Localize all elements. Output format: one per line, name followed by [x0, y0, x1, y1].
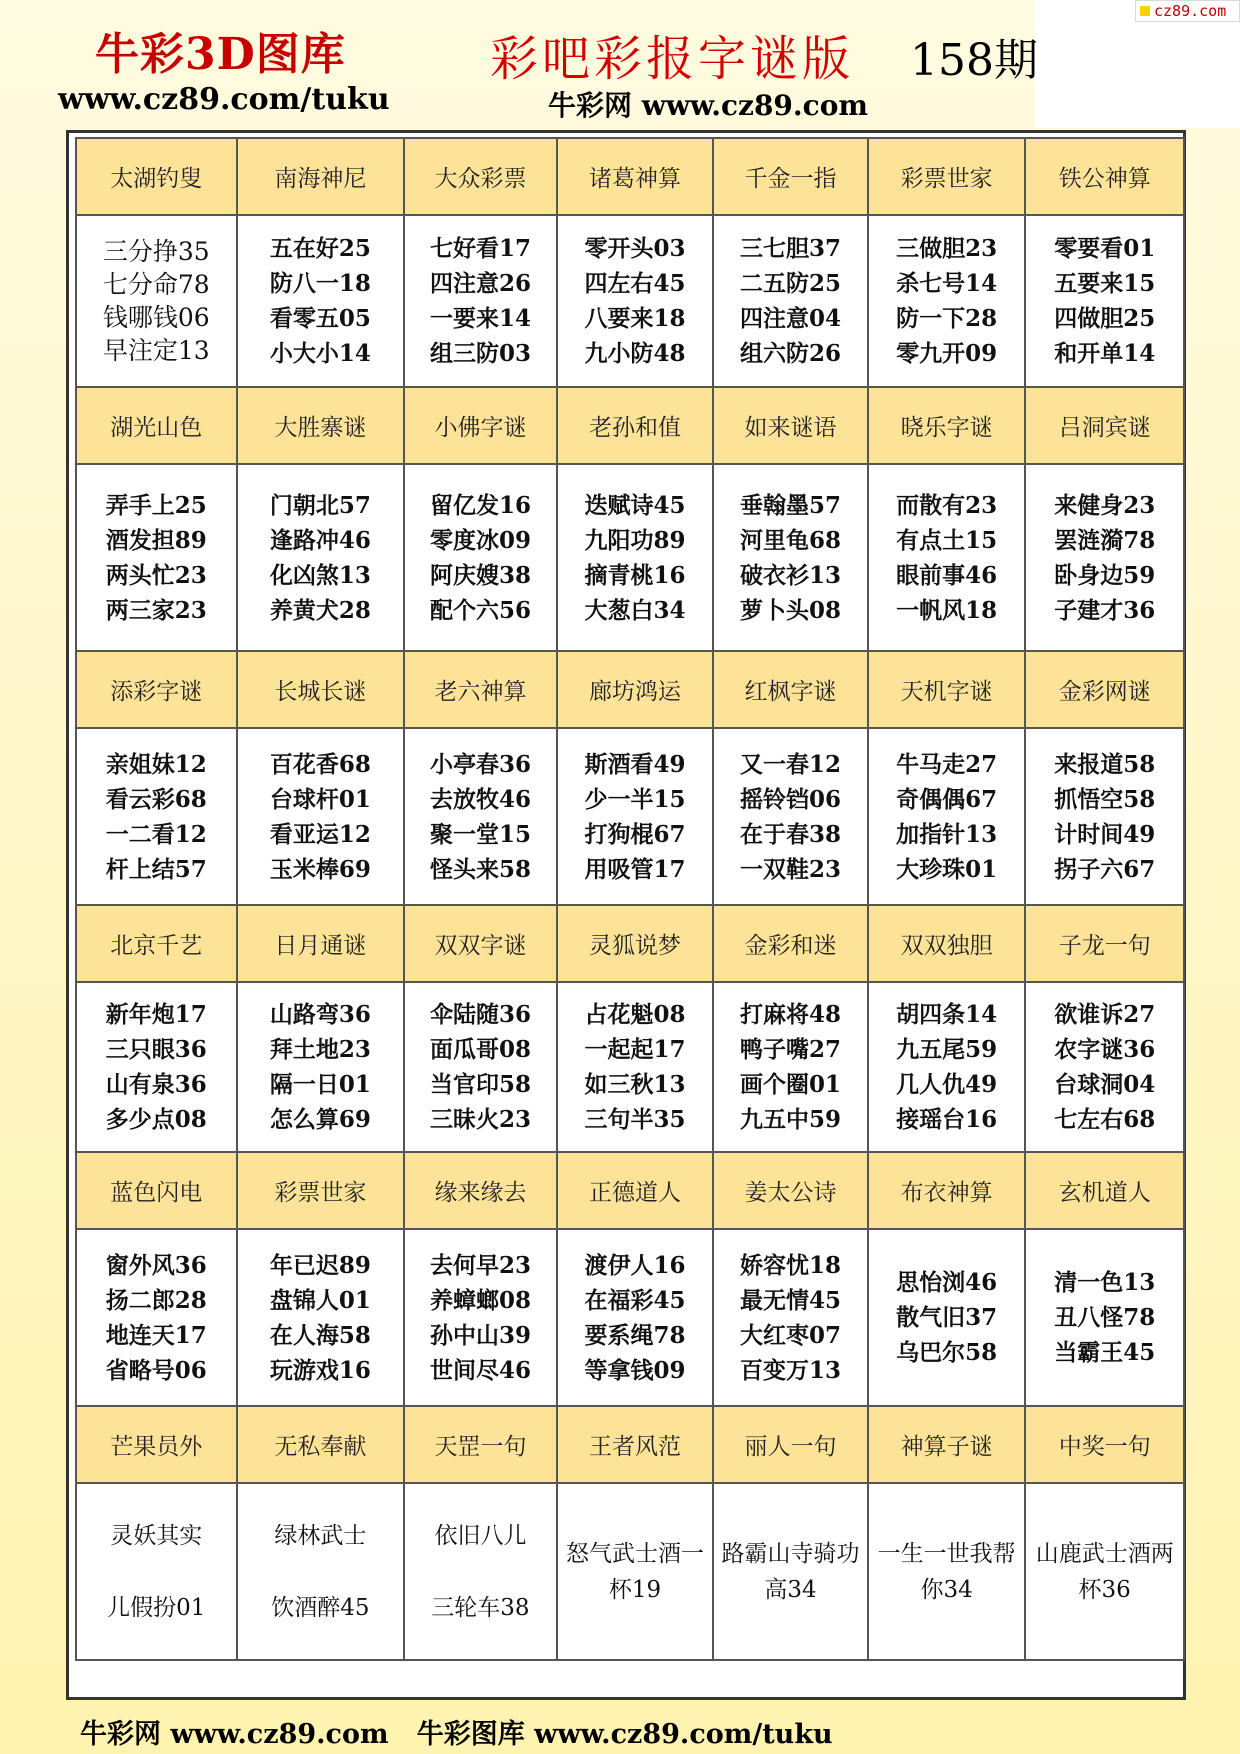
- riddle-line: 打麻将48: [740, 1001, 842, 1028]
- riddle-line: 四做胆25: [1054, 305, 1156, 332]
- column-header: 湖光山色: [76, 387, 237, 464]
- riddle-line: 九五中59: [740, 1106, 842, 1133]
- riddle-line: 三轮车38: [431, 1594, 530, 1621]
- column-header: 晓乐字谜: [868, 387, 1026, 464]
- riddle-line: 二五防25: [740, 270, 842, 297]
- riddle-cell: [557, 982, 714, 1152]
- riddle-line: 地连天17: [105, 1321, 207, 1349]
- riddle-cell: [868, 1483, 1026, 1660]
- riddle-line: 省略号06: [105, 1356, 207, 1384]
- riddle-line: 玉米棒69: [269, 855, 371, 883]
- riddle-line: 丑八怪78: [1054, 1304, 1156, 1331]
- riddle-cell: [868, 1229, 1026, 1406]
- riddle-line: 渡伊人16: [584, 1251, 686, 1279]
- riddle-line: 路霸山寺骑功: [721, 1540, 860, 1567]
- column-header: 玄机道人: [1025, 1152, 1184, 1229]
- riddle-line: 九小防48: [584, 340, 686, 367]
- column-header: 无私奉献: [237, 1406, 405, 1483]
- column-header: 长城长谜: [237, 651, 405, 728]
- riddle-line: 等拿钱09: [584, 1356, 686, 1384]
- riddle-cell: [76, 982, 237, 1152]
- riddle-line: 扬二郎28: [105, 1286, 207, 1314]
- riddle-line: 世间尽46: [429, 1356, 531, 1384]
- riddle-cell: [557, 1229, 714, 1406]
- riddle-line: 九五尾59: [896, 1036, 998, 1063]
- riddle-line: 亲姐妹12: [105, 750, 207, 778]
- riddle-line: 零度冰09: [429, 526, 531, 554]
- riddle-cell: [557, 728, 714, 905]
- riddle-line: 三七胆37: [740, 235, 842, 262]
- riddle-line: 当官印58: [429, 1071, 531, 1098]
- riddle-line: 牛马走27: [896, 750, 998, 778]
- riddle-line: 思怡浏46: [896, 1269, 998, 1296]
- riddle-line: 农字谜36: [1054, 1036, 1156, 1063]
- riddle-line: 斯酒看49: [584, 750, 686, 778]
- riddle-line: 画个圈01: [740, 1071, 842, 1098]
- riddle-line: 欲谁诉27: [1054, 1001, 1156, 1028]
- riddle-line: 散气旧37: [896, 1304, 998, 1331]
- column-header: 神算子谜: [868, 1406, 1026, 1483]
- column-header: 缘来缘去: [404, 1152, 557, 1229]
- riddle-line: 一要来14: [429, 305, 531, 332]
- riddle-line: 配个六56: [429, 596, 531, 624]
- riddle-line: 杯36: [1078, 1576, 1131, 1603]
- column-header: 中奖一句: [1025, 1406, 1184, 1483]
- riddle-line: 四左右45: [584, 270, 686, 297]
- riddle-line: 大红枣07: [740, 1321, 842, 1349]
- riddle-line: 拐子六67: [1054, 855, 1156, 883]
- column-header: 大众彩票: [404, 138, 557, 215]
- riddle-line: 鸭子嘴27: [740, 1036, 842, 1063]
- riddle-line: 胡四条14: [896, 1001, 998, 1028]
- riddle-line: 饮酒醉45: [271, 1594, 370, 1621]
- riddle-line: 罢涟漪78: [1054, 526, 1156, 554]
- riddle-line: 三句半35: [584, 1106, 686, 1133]
- riddle-line: 儿假扮01: [107, 1594, 206, 1621]
- riddle-cell: [868, 215, 1026, 387]
- riddle-line: 摘青桃16: [584, 561, 686, 589]
- riddle-line: 小大小14: [269, 340, 371, 367]
- column-header: 铁公神算: [1025, 138, 1184, 215]
- riddle-line: 在于春38: [740, 820, 842, 848]
- riddle-cell: [1025, 1483, 1184, 1660]
- riddle-line: 台球洞04: [1054, 1071, 1156, 1098]
- riddle-line: 隔一日01: [269, 1071, 371, 1098]
- riddle-cell: [404, 1229, 557, 1406]
- riddle-cell: [557, 464, 714, 651]
- column-header: 金彩和迷: [713, 905, 868, 982]
- riddle-line: 而散有23: [896, 491, 998, 519]
- watermark-text: cz89.com: [1154, 2, 1227, 20]
- riddle-line: 一生一世我帮: [877, 1540, 1016, 1567]
- riddle-line: 孙中山39: [429, 1321, 531, 1349]
- header-row: [76, 1152, 1184, 1229]
- riddle-line: 加指针13: [896, 820, 998, 848]
- riddle-line: 九阳功89: [584, 526, 686, 554]
- riddle-line: 门朝北57: [269, 491, 371, 519]
- riddle-line: 杀七号14: [896, 270, 998, 297]
- riddle-cell: [1025, 1229, 1184, 1406]
- riddle-cell: [1025, 464, 1184, 651]
- riddle-line: 盘锦人01: [269, 1286, 371, 1314]
- riddle-line: 眼前事46: [896, 561, 998, 589]
- riddle-line: 乌巴尔58: [896, 1339, 998, 1366]
- riddle-line: 垂翰墨57: [740, 491, 842, 519]
- riddle-line: 一起起17: [584, 1036, 686, 1063]
- riddle-line: 玩游戏16: [269, 1356, 371, 1384]
- column-header: 千金一指: [713, 138, 868, 215]
- riddle-line: 又一春12: [740, 750, 842, 778]
- riddle-cell: [404, 215, 557, 387]
- table-row: [76, 728, 1184, 905]
- header-row: [76, 387, 1184, 464]
- watermark-badge: [1135, 0, 1240, 22]
- column-header: 诸葛神算: [557, 138, 714, 215]
- riddle-line: 在福彩45: [584, 1286, 686, 1314]
- riddle-table: [75, 137, 1185, 1661]
- column-header: 王者风范: [557, 1406, 714, 1483]
- riddle-cell: [404, 464, 557, 651]
- riddle-cell: [404, 1483, 557, 1660]
- riddle-cell: [868, 728, 1026, 905]
- riddle-line: 奇偶偶67: [896, 785, 998, 813]
- riddle-line: 四注意04: [740, 305, 842, 332]
- riddle-line: 在人海58: [269, 1321, 371, 1349]
- riddle-line: 河里龟68: [740, 526, 842, 554]
- column-header: 芒果员外: [76, 1406, 237, 1483]
- column-header: 双双独胆: [868, 905, 1026, 982]
- column-header: 金彩网谜: [1025, 651, 1184, 728]
- riddle-cell: [713, 1229, 868, 1406]
- riddle-line: 破衣衫13: [740, 561, 842, 589]
- riddle-line: 去放牧46: [429, 785, 531, 813]
- riddle-line: [238, 1554, 404, 1590]
- riddle-line: 几人仇49: [896, 1071, 998, 1098]
- riddle-line: 三昧火23: [429, 1106, 531, 1133]
- riddle-cell: [404, 728, 557, 905]
- riddle-line: 窗外风36: [105, 1251, 207, 1279]
- riddle-line: 少一半15: [584, 785, 686, 813]
- riddle-line: 看亚运12: [269, 820, 371, 848]
- riddle-line: 酒发担89: [105, 526, 207, 554]
- riddle-line: 逢路冲46: [269, 526, 371, 554]
- riddle-cell: [76, 1229, 237, 1406]
- riddle-line: 伞陆随36: [429, 1001, 531, 1028]
- riddle-cell: [1025, 215, 1184, 387]
- riddle-line: 山有泉36: [105, 1071, 207, 1098]
- riddle-line: 萝卜头08: [740, 596, 842, 624]
- table-row: [76, 1229, 1184, 1406]
- table-row: [76, 982, 1184, 1152]
- riddle-cell: [76, 215, 237, 387]
- riddle-line: 最无情45: [740, 1286, 842, 1314]
- riddle-line: 有点土15: [896, 526, 998, 554]
- riddle-line: 娇容忧18: [740, 1251, 842, 1279]
- riddle-line: [77, 1554, 236, 1590]
- column-header: 老孙和值: [557, 387, 714, 464]
- riddle-line: 面瓜哥08: [429, 1036, 531, 1063]
- riddle-line: 新年炮17: [105, 1001, 207, 1028]
- riddle-line: 化凶煞13: [269, 561, 371, 589]
- riddle-line: 一双鞋23: [740, 855, 842, 883]
- header-row: [76, 651, 1184, 728]
- table-row: [76, 1483, 1184, 1660]
- riddle-cell: [1025, 982, 1184, 1152]
- riddle-cell: [713, 464, 868, 651]
- header-row: [76, 1406, 1184, 1483]
- riddle-line: 组三防03: [429, 340, 531, 367]
- column-header: 大胜寨谜: [237, 387, 405, 464]
- riddle-line: 怎么算69: [269, 1106, 371, 1133]
- riddle-cell: [868, 464, 1026, 651]
- riddle-line: 高34: [764, 1576, 817, 1603]
- riddle-cell: [237, 464, 405, 651]
- column-header: 日月通谜: [237, 905, 405, 982]
- riddle-line: 小亭春36: [429, 750, 531, 778]
- header-row: [76, 138, 1184, 215]
- riddle-line: 计时间49: [1054, 820, 1156, 848]
- riddle-cell: [237, 1229, 405, 1406]
- riddle-line: 弄手上25: [105, 491, 207, 519]
- riddle-line: 百变万13: [740, 1356, 842, 1384]
- riddle-line: 看云彩68: [105, 785, 207, 813]
- riddle-line: 留亿发16: [429, 491, 531, 519]
- column-header: 如来谜语: [713, 387, 868, 464]
- riddle-line: 山鹿武士酒两: [1035, 1540, 1174, 1567]
- riddle-line: 三只眼36: [105, 1036, 207, 1063]
- footer-links[interactable]: 牛彩网 www.cz89.com 牛彩图库 www.cz89.com/tuku: [80, 1719, 833, 1750]
- page-title: 彩吧彩报字谜版: [490, 31, 855, 87]
- riddle-cell: [713, 1483, 868, 1660]
- column-header: 灵狐说梦: [557, 905, 714, 982]
- riddle-line: 四注意26: [429, 270, 531, 297]
- riddle-line: 养黄犬28: [269, 596, 371, 624]
- riddle-line: [405, 1554, 556, 1590]
- riddle-line: 钱哪钱06: [102, 303, 210, 332]
- riddle-line: 和开单14: [1054, 340, 1156, 367]
- riddle-line: 迭赋诗45: [584, 491, 686, 519]
- table-row: [76, 464, 1184, 651]
- riddle-line: 五要来15: [1054, 270, 1156, 297]
- riddle-line: 如三秋13: [584, 1071, 686, 1098]
- table-row: [76, 215, 1184, 387]
- riddle-cell: [557, 1483, 714, 1660]
- column-header: 廊坊鸿运: [557, 651, 714, 728]
- riddle-line: 你34: [920, 1576, 973, 1603]
- riddle-line: 聚一堂15: [429, 820, 531, 848]
- issue-number: 158期: [910, 35, 1038, 86]
- column-header: 天机字谜: [868, 651, 1026, 728]
- riddle-line: 台球杆01: [269, 785, 371, 813]
- header-row: [76, 905, 1184, 982]
- riddle-line: 防八一18: [269, 270, 371, 297]
- riddle-cell: [237, 982, 405, 1152]
- column-header: 添彩字谜: [76, 651, 237, 728]
- riddle-line: 一帆风18: [896, 596, 998, 624]
- riddle-line: 怒气武士酒一: [566, 1540, 704, 1567]
- column-header: 吕洞宾谜: [1025, 387, 1184, 464]
- column-header: 天罡一句: [404, 1406, 557, 1483]
- riddle-line: 清一色13: [1054, 1269, 1156, 1296]
- riddle-cell: [76, 1483, 237, 1660]
- riddle-line: 杆上结57: [105, 855, 207, 883]
- riddle-line: 一二看12: [105, 820, 207, 848]
- square-icon: [1140, 6, 1150, 16]
- column-header: 小佛字谜: [404, 387, 557, 464]
- riddle-line: 阿庆嫂38: [429, 561, 531, 589]
- riddle-line: 山路弯36: [269, 1001, 371, 1028]
- riddle-cell: [404, 982, 557, 1152]
- riddle-cell: [237, 1483, 405, 1660]
- column-header: 子龙一句: [1025, 905, 1184, 982]
- riddle-line: 多少点08: [105, 1106, 207, 1133]
- riddle-line: 灵妖其实: [110, 1522, 203, 1549]
- column-header: 布衣神算: [868, 1152, 1026, 1229]
- riddle-line: 来报道58: [1054, 750, 1156, 778]
- column-header: 太湖钓叟: [76, 138, 237, 215]
- riddle-line: 摇铃铛06: [740, 785, 842, 813]
- column-header: 姜太公诗: [713, 1152, 868, 1229]
- riddle-line: 大葱白34: [584, 596, 686, 624]
- riddle-line: 杯19: [608, 1576, 662, 1603]
- riddle-line: 大珍珠01: [896, 855, 998, 883]
- column-header: 双双字谜: [404, 905, 557, 982]
- site-subtitle-url[interactable]: 牛彩网 www.cz89.com: [548, 89, 869, 122]
- riddle-line: 七左右68: [1054, 1106, 1156, 1133]
- riddle-line: 用吸管17: [584, 855, 686, 883]
- riddle-line: 三做胆23: [896, 235, 998, 262]
- riddle-line: 占花魁08: [584, 1001, 686, 1028]
- riddle-line: 防一下28: [896, 305, 998, 332]
- column-header: 正德道人: [557, 1152, 714, 1229]
- riddle-cell: [557, 215, 714, 387]
- column-header: 彩票世家: [868, 138, 1026, 215]
- riddle-line: 三分挣35: [102, 237, 210, 266]
- riddle-cell: [76, 728, 237, 905]
- riddle-line: 百花香68: [269, 750, 371, 778]
- riddle-line: 早注定13: [102, 336, 210, 365]
- riddle-line: 卧身边59: [1054, 561, 1156, 589]
- riddle-line: 养蟑螂08: [429, 1286, 531, 1314]
- riddle-cell: [237, 728, 405, 905]
- riddle-cell: [713, 728, 868, 905]
- riddle-line: 零开头03: [584, 235, 686, 262]
- column-header: 老六神算: [404, 651, 557, 728]
- riddle-line: 子建才36: [1054, 596, 1156, 624]
- riddle-cell: [76, 464, 237, 651]
- riddle-cell: [1025, 728, 1184, 905]
- riddle-line: 来健身23: [1054, 491, 1156, 519]
- riddle-line: 打狗棍67: [584, 820, 686, 848]
- column-header: 彩票世家: [237, 1152, 405, 1229]
- riddle-line: 年已迟89: [269, 1251, 371, 1279]
- riddle-line: 零九开09: [896, 340, 998, 367]
- riddle-line: 八要来18: [584, 305, 686, 332]
- riddle-line: 两三家23: [105, 596, 207, 624]
- riddle-line: 接瑶台16: [896, 1106, 998, 1133]
- riddle-cell: [713, 215, 868, 387]
- riddle-line: 依旧八儿: [434, 1522, 527, 1549]
- riddle-line: 绿林武士: [274, 1522, 367, 1549]
- riddle-line: 七分命78: [102, 270, 210, 299]
- riddle-cell: [713, 982, 868, 1152]
- riddle-line: 两头忙23: [105, 561, 207, 589]
- riddle-line: 抓悟空58: [1054, 785, 1156, 813]
- column-header: 蓝色闪电: [76, 1152, 237, 1229]
- riddle-line: 要系绳78: [584, 1321, 686, 1349]
- riddle-line: 七好看17: [429, 235, 531, 262]
- column-header: 丽人一句: [713, 1406, 868, 1483]
- riddle-line: 五在好25: [269, 235, 371, 262]
- column-header: 北京千艺: [76, 905, 237, 982]
- riddle-line: 组六防26: [740, 340, 842, 367]
- riddle-line: 拜土地23: [269, 1036, 371, 1063]
- site-title: 牛彩3D图库: [95, 29, 346, 80]
- riddle-line: 看零五05: [269, 305, 371, 332]
- column-header: 红枫字谜: [713, 651, 868, 728]
- riddle-line: 零要看01: [1054, 235, 1156, 262]
- riddle-line: 去何早23: [429, 1251, 531, 1279]
- riddle-cell: [868, 982, 1026, 1152]
- column-header: 南海神尼: [237, 138, 405, 215]
- riddle-line: 怪头来58: [429, 855, 531, 883]
- riddle-line: 当霸王45: [1054, 1339, 1156, 1366]
- riddle-cell: [237, 215, 405, 387]
- site-url[interactable]: www.cz89.com/tuku: [58, 82, 390, 117]
